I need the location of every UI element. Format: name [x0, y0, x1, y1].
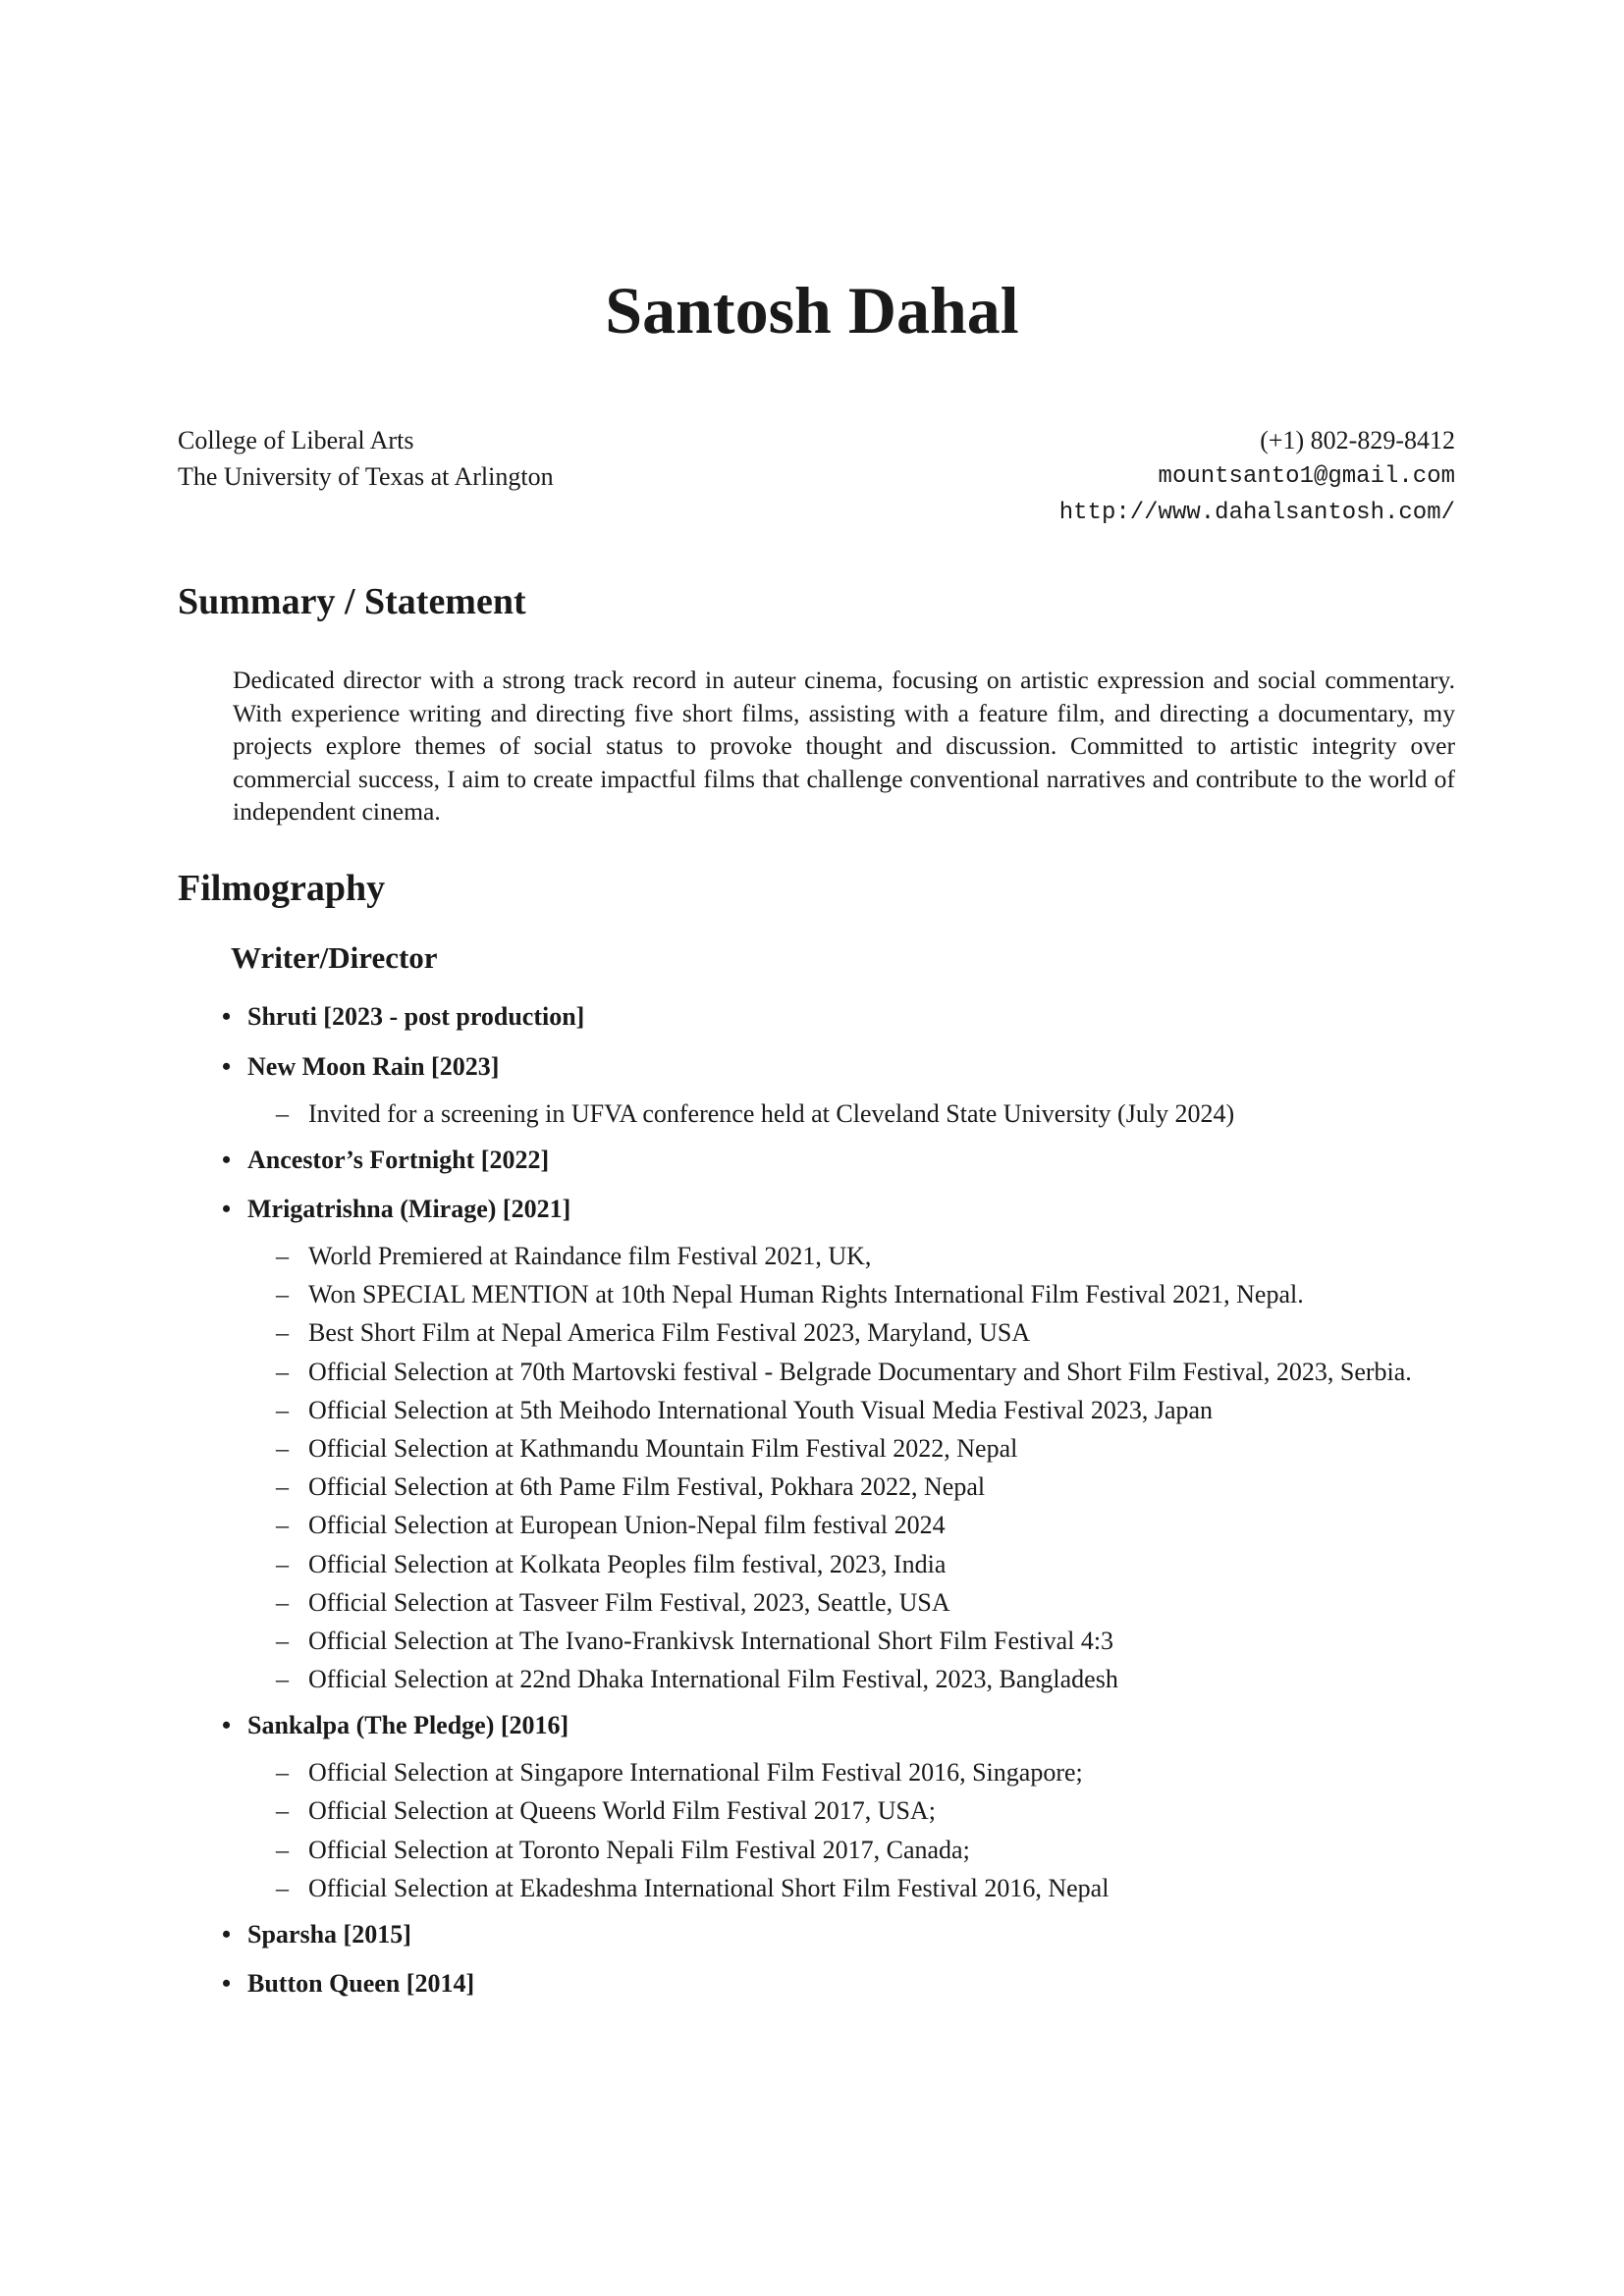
film-note: [276, 1629, 1113, 1654]
film-note-text: Official Selection at Kathmandu Mountain Film Festival 2022, Nepal: [308, 1434, 1018, 1463]
film-note: [276, 1436, 1017, 1462]
film-title-text: Sparsha [2015]: [247, 1919, 411, 1949]
summary-heading: Summary / Statement: [178, 581, 526, 622]
email-address[interactable]: mountsanto1@gmail.com: [1158, 463, 1455, 490]
affiliation-college: College of Liberal Arts: [178, 426, 414, 454]
film-note: [276, 1282, 1304, 1308]
film-note-text: Official Selection at Tasveer Film Festival, 2023, Seattle, USA: [308, 1587, 950, 1617]
dash-marker: –: [276, 1357, 289, 1386]
dash-marker: –: [276, 1472, 289, 1502]
film-note: [276, 1395, 1214, 1424]
bullet-marker: •: [222, 1195, 232, 1223]
film-note-text: World Premiered at Raindance film Festival 2021, UK,: [308, 1242, 872, 1270]
film-title: [222, 1004, 584, 1030]
bullet-marker: •: [222, 1969, 232, 1999]
film-note: [276, 1513, 946, 1538]
film-title-text: Mrigatrishna (Mirage) [2021]: [247, 1195, 571, 1223]
summary-paragraph: Dedicated director with a strong track record in auteur cinema, focusing on artistic expression and social commentary. With experience writing and directing five short films, assisting with a feature film, and directing a documentary, my projects explore themes of social status to provoke thought and discussion. Committed to artistic integrity over commercial success, I aim to create impactful films that challenge conventional narratives and contribute to the world of independent cinema.: [233, 666, 1455, 826]
film-title: [222, 1713, 568, 1738]
phone-number: (+1) 802-829-8412: [1260, 426, 1455, 454]
dash-marker: –: [276, 1434, 289, 1463]
bullet-marker: •: [222, 1002, 232, 1031]
dash-marker: –: [276, 1873, 289, 1902]
film-note-text: Official Selection at European Union-Nepal film festival 2024: [308, 1511, 946, 1540]
film-title: [222, 1971, 474, 1997]
website-link[interactable]: http://www.dahalsantosh.com/: [1058, 500, 1455, 526]
dash-marker: –: [276, 1098, 289, 1128]
contact-block: [1059, 422, 1455, 531]
film-title-text: Shruti [2023 - post production]: [247, 1002, 585, 1031]
writer-director-heading: Writer/Director: [231, 940, 438, 975]
film-note-text: Official Selection at 70th Martovski festival - Belgrade Documentary and Short Film Festival, 2023, Serbia.: [308, 1357, 1412, 1386]
film-note: [276, 1798, 936, 1824]
film-title-text: Button Queen [2014]: [247, 1969, 475, 1999]
film-note: [276, 1549, 947, 1578]
film-title: [222, 1919, 411, 1949]
film-note-text: Official Selection at Queens World Film Festival 2017, USA;: [308, 1796, 936, 1826]
film-note: [276, 1873, 1110, 1902]
film-title-text: Ancestor’s Fortnight [2022]: [247, 1145, 550, 1174]
dash-marker: –: [276, 1280, 289, 1309]
film-note-text: Official Selection at Singapore International Film Festival 2016, Singapore;: [308, 1758, 1083, 1788]
dash-marker: –: [276, 1318, 289, 1348]
film-note: [276, 1667, 1118, 1692]
dash-marker: –: [276, 1627, 289, 1655]
film-title-text: New Moon Rain [2023]: [247, 1051, 500, 1081]
dash-marker: –: [276, 1835, 289, 1864]
film-title: [222, 1197, 570, 1222]
person-name: Santosh Dahal: [605, 273, 1019, 347]
dash-marker: –: [276, 1587, 289, 1617]
film-note: [276, 1098, 1235, 1128]
bullet-marker: •: [222, 1145, 232, 1174]
film-note: [276, 1357, 1412, 1386]
film-note: [276, 1760, 1083, 1786]
film-title-text: Sankalpa (The Pledge) [2016]: [247, 1711, 569, 1740]
film-note: [276, 1474, 985, 1500]
dash-marker: –: [276, 1796, 289, 1826]
film-note-text: Official Selection at Kolkata Peoples film festival, 2023, India: [308, 1549, 947, 1578]
film-note-text: Official Selection at The Ivano-Frankivsk International Short Film Festival 4:3: [308, 1627, 1114, 1655]
film-note-text: Won SPECIAL MENTION at 10th Nepal Human Rights International Film Festival 2021, Nepal.: [308, 1280, 1304, 1309]
film-note: [276, 1320, 1030, 1346]
film-note: [276, 1835, 970, 1864]
film-note-text: Official Selection at Toronto Nepali Film Festival 2017, Canada;: [308, 1835, 970, 1864]
dash-marker: –: [276, 1665, 289, 1694]
film-title: [222, 1145, 550, 1174]
affiliation-university: The University of Texas at Arlington: [178, 462, 554, 491]
film-title: [222, 1051, 500, 1081]
dash-marker: –: [276, 1395, 289, 1424]
film-note-text: Official Selection at 5th Meihodo International Youth Visual Media Festival 2023, Japan: [308, 1395, 1214, 1424]
film-note-text: Official Selection at Ekadeshma International Short Film Festival 2016, Nepal: [308, 1873, 1110, 1902]
filmography-heading: Filmography: [178, 868, 386, 909]
bullet-marker: •: [222, 1051, 232, 1081]
film-note-text: Invited for a screening in UFVA conference held at Cleveland State University (July 2024): [308, 1098, 1235, 1128]
dash-marker: –: [276, 1758, 289, 1788]
affiliation-block: [178, 422, 554, 495]
dash-marker: –: [276, 1511, 289, 1540]
bullet-marker: •: [222, 1711, 232, 1740]
bullet-marker: •: [222, 1919, 232, 1949]
film-note: [276, 1587, 950, 1617]
film-note-text: Official Selection at 6th Pame Film Festival, Pokhara 2022, Nepal: [308, 1472, 986, 1502]
dash-marker: –: [276, 1549, 289, 1578]
dash-marker: –: [276, 1242, 289, 1270]
film-note: [276, 1244, 871, 1269]
film-note-text: Official Selection at 22nd Dhaka International Film Festival, 2023, Bangladesh: [308, 1665, 1118, 1694]
film-note-text: Best Short Film at Nepal America Film Festival 2023, Maryland, USA: [308, 1318, 1031, 1348]
